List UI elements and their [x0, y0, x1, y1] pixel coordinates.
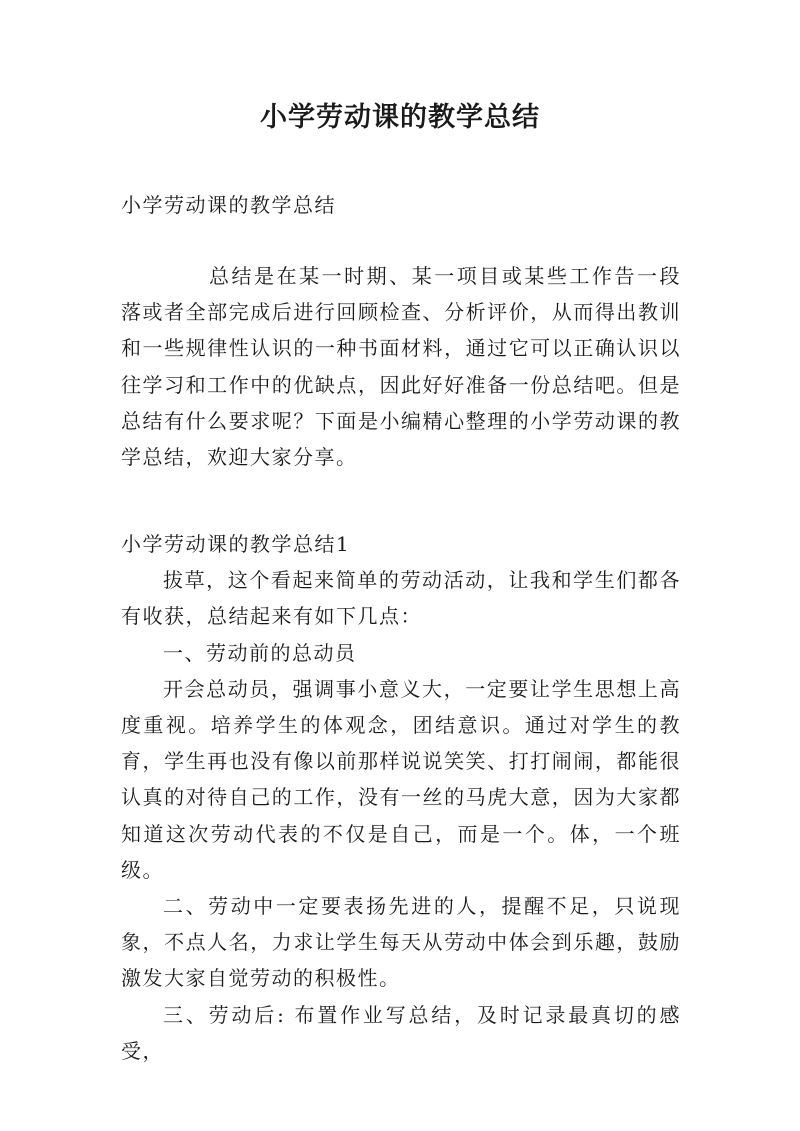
paragraph: 二、劳动中一定要表扬先进的人，提醒不足，只说现象，不点人名，力求让学生每天从劳动中体会到乐趣，鼓励激发大家自觉劳动的积极性。 — [121, 894, 681, 991]
subheading-1: 一、劳动前的总动员 — [163, 640, 357, 665]
intro-paragraph: 总结是在某一时期、某一项目或某些工作告一段落或者全部完成后进行回顾检查、分析评价，从而得出教训和一些规律性认识的一种书面材料，通过它可以正确认识以往学习和工作中的优缺点，因此好好准备一份总结吧。但是总结有什么要求呢？下面是小编精心整理的小学劳动课的教学总结，欢迎大家分享。 — [121, 264, 681, 470]
paragraph: 三、劳动后: 布置作业写总结，及时记录最真切的感受， — [121, 1002, 681, 1063]
paragraph: 拔草，这个看起来简单的劳动活动，让我和学生们都各有收获，总结起来有如下几点： — [121, 568, 681, 629]
section-1 — [121, 526, 681, 1069]
section-heading: 小学劳动课的教学总结1 — [121, 532, 351, 556]
paragraph: 开会总动员，强调事小意义大，一定要让学生思想上高度重视。培养学生的体观念，团结意识。通过对学生的教育，学生再也没有像以前那样说说笑笑、打打闹闹，都能很认真的对待自己的工作，没有一丝的马虎大意，因为大家都知道这次劳动代表的不仅是自己，而是一个。体，一个班级。 — [121, 676, 681, 882]
document-title: 小学劳动课的教学总结 — [260, 102, 540, 133]
document-subtitle: 小学劳动课的教学总结 — [121, 193, 336, 217]
